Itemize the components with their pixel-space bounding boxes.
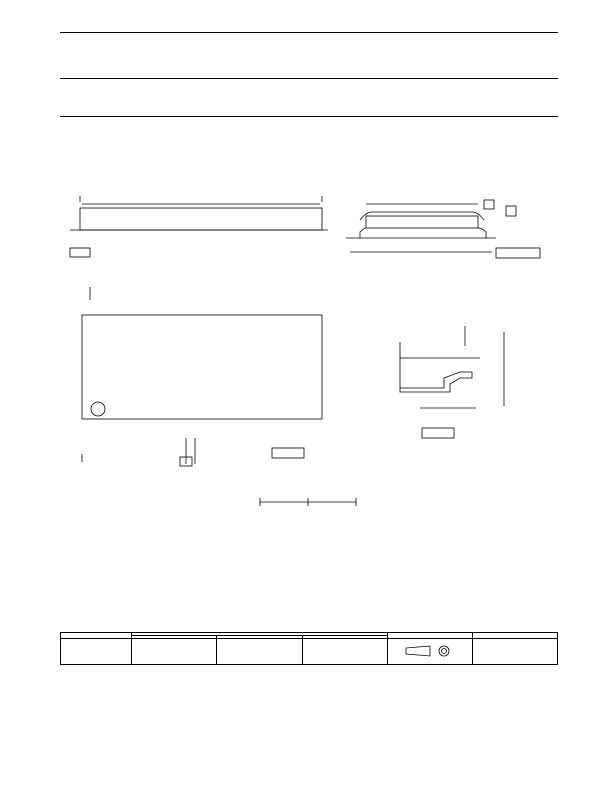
package-rule	[60, 116, 558, 117]
title-rule	[60, 78, 558, 79]
scale-bar	[260, 498, 356, 506]
top-view	[82, 287, 322, 466]
projection-symbol	[388, 639, 473, 665]
package-outline-drawing	[60, 120, 558, 530]
iec-cell	[132, 639, 217, 665]
header-rule	[60, 32, 558, 33]
issue-date-cell	[473, 639, 558, 665]
outline-version-cell	[61, 639, 132, 665]
outline-reference-table	[60, 632, 558, 665]
jedec-cell	[217, 639, 302, 665]
side-view	[70, 196, 328, 257]
eiaj-cell	[302, 639, 387, 665]
projection-icon	[404, 644, 456, 658]
end-view	[346, 200, 540, 258]
detail-x-drawing	[400, 326, 504, 438]
